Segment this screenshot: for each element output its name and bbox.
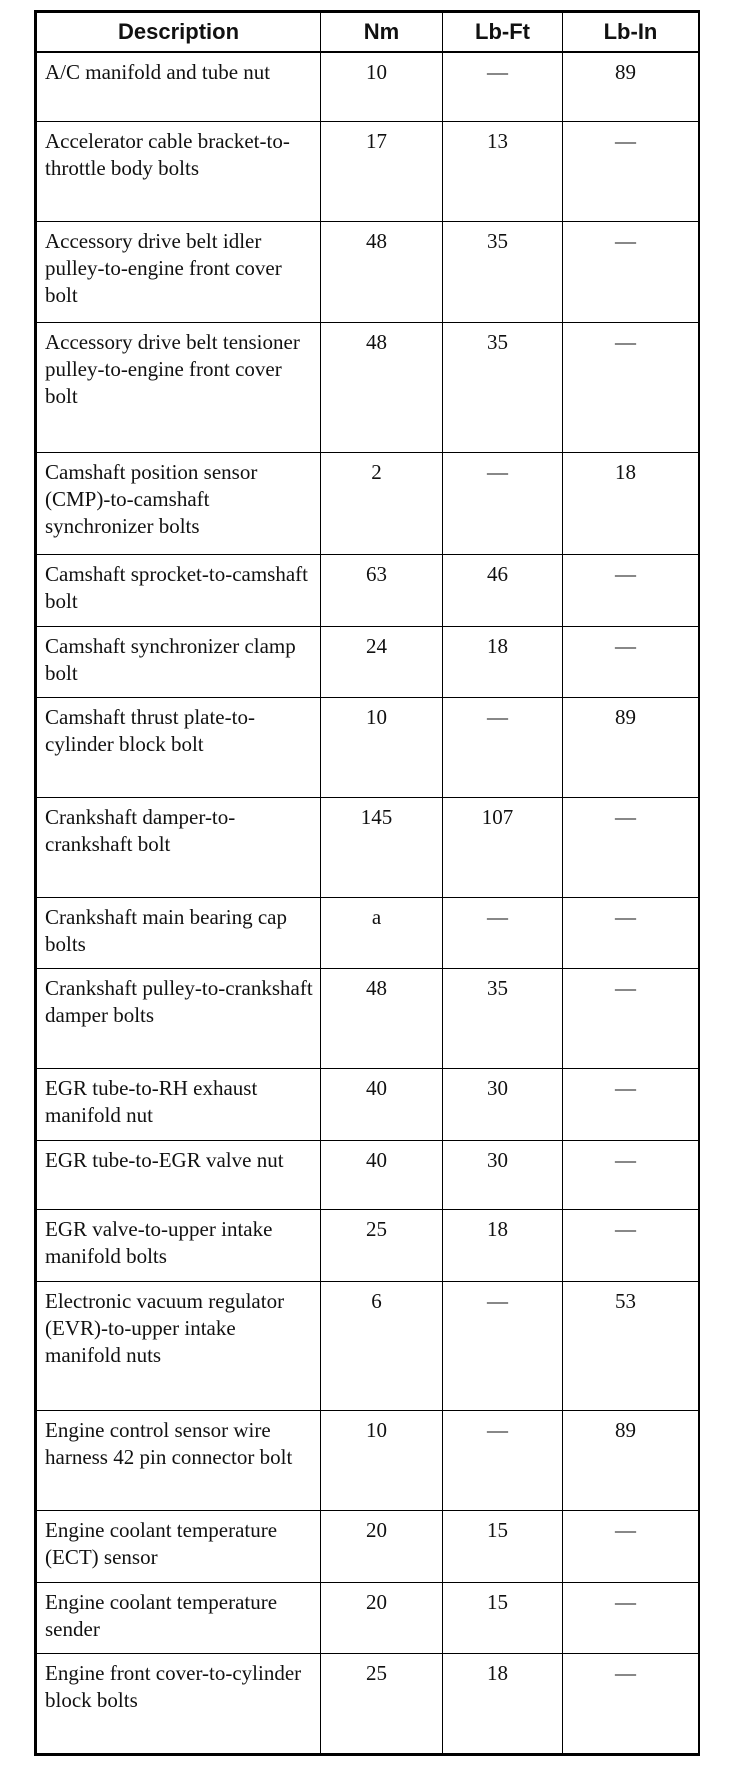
lb-ft-cell: 30 <box>443 1068 563 1140</box>
lb-in-cell: — <box>563 797 699 897</box>
column-header-description: Description <box>37 13 321 53</box>
nm-cell: 20 <box>321 1511 443 1583</box>
nm-cell: 48 <box>321 969 443 1069</box>
lb-ft-cell: — <box>443 698 563 798</box>
torque-spec-table <box>36 12 699 1754</box>
table-row <box>37 1140 699 1209</box>
nm-cell: 25 <box>321 1209 443 1281</box>
lb-ft-cell: — <box>443 52 563 121</box>
nm-cell: 48 <box>321 323 443 453</box>
description-cell: Engine coolant temperature (ECT) sensor <box>37 1511 321 1583</box>
nm-cell: 40 <box>321 1140 443 1209</box>
lb-in-cell: — <box>563 121 699 221</box>
lb-ft-cell: 35 <box>443 323 563 453</box>
description-cell: Camshaft synchronizer clamp bolt <box>37 626 321 698</box>
lb-ft-cell: — <box>443 897 563 969</box>
description-cell: Electronic vacuum regulator (EVR)-to-upper intake manifold nuts <box>37 1281 321 1411</box>
lb-in-cell: — <box>563 969 699 1069</box>
nm-cell: 24 <box>321 626 443 698</box>
lb-ft-cell: 18 <box>443 1654 563 1754</box>
nm-cell: 10 <box>321 1411 443 1511</box>
nm-cell: 20 <box>321 1582 443 1654</box>
description-cell: Camshaft thrust plate-to-cylinder block bolt <box>37 698 321 798</box>
lb-in-cell: — <box>563 1068 699 1140</box>
lb-ft-cell: 18 <box>443 1209 563 1281</box>
description-cell: A/C manifold and tube nut <box>37 52 321 121</box>
nm-cell: 17 <box>321 121 443 221</box>
lb-ft-cell: 13 <box>443 121 563 221</box>
nm-cell: 145 <box>321 797 443 897</box>
description-cell: Crankshaft damper-to-crankshaft bolt <box>37 797 321 897</box>
column-header-nm: Nm <box>321 13 443 53</box>
lb-ft-cell: 35 <box>443 221 563 323</box>
column-header-lb-ft: Lb-Ft <box>443 13 563 53</box>
lb-in-cell: — <box>563 1511 699 1583</box>
lb-in-cell: 89 <box>563 1411 699 1511</box>
lb-ft-cell: 46 <box>443 555 563 627</box>
description-cell: Accelerator cable bracket-to-throttle body bolts <box>37 121 321 221</box>
table-row <box>37 897 699 969</box>
description-cell: EGR valve-to-upper intake manifold bolts <box>37 1209 321 1281</box>
nm-cell: 63 <box>321 555 443 627</box>
description-cell: Crankshaft pulley-to-crankshaft damper bolts <box>37 969 321 1069</box>
column-header-lb-in: Lb-In <box>563 13 699 53</box>
lb-ft-cell: 35 <box>443 969 563 1069</box>
table-body <box>37 52 699 1754</box>
table-row <box>37 626 699 698</box>
lb-ft-cell: — <box>443 453 563 555</box>
lb-in-cell: — <box>563 1209 699 1281</box>
nm-cell: 6 <box>321 1281 443 1411</box>
lb-in-cell: 18 <box>563 453 699 555</box>
description-cell: Camshaft sprocket-to-camshaft bolt <box>37 555 321 627</box>
table-row <box>37 1281 699 1411</box>
description-cell: Camshaft position sensor (CMP)-to-camshaft synchronizer bolts <box>37 453 321 555</box>
nm-cell: 10 <box>321 52 443 121</box>
nm-cell: 10 <box>321 698 443 798</box>
table-row <box>37 1511 699 1583</box>
description-cell: EGR tube-to-EGR valve nut <box>37 1140 321 1209</box>
lb-in-cell: — <box>563 323 699 453</box>
nm-cell: a <box>321 897 443 969</box>
description-cell: Engine coolant temperature sender <box>37 1582 321 1654</box>
table-row <box>37 969 699 1069</box>
lb-ft-cell: — <box>443 1411 563 1511</box>
table-row <box>37 797 699 897</box>
table-row <box>37 1209 699 1281</box>
description-cell: Accessory drive belt tensioner pulley-to-engine front cover bolt <box>37 323 321 453</box>
header-row <box>37 13 699 53</box>
lb-in-cell: — <box>563 1582 699 1654</box>
nm-cell: 25 <box>321 1654 443 1754</box>
lb-in-cell: 53 <box>563 1281 699 1411</box>
table-header <box>37 13 699 53</box>
lb-ft-cell: 15 <box>443 1582 563 1654</box>
table-row <box>37 453 699 555</box>
nm-cell: 40 <box>321 1068 443 1140</box>
lb-ft-cell: 30 <box>443 1140 563 1209</box>
table-row <box>37 323 699 453</box>
table-row <box>37 1411 699 1511</box>
lb-in-cell: — <box>563 897 699 969</box>
lb-ft-cell: — <box>443 1281 563 1411</box>
description-cell: EGR tube-to-RH exhaust manifold nut <box>37 1068 321 1140</box>
description-cell: Crankshaft main bearing cap bolts <box>37 897 321 969</box>
lb-ft-cell: 107 <box>443 797 563 897</box>
table-row <box>37 1654 699 1754</box>
table-row <box>37 1582 699 1654</box>
table-row <box>37 121 699 221</box>
table-row <box>37 555 699 627</box>
lb-in-cell: — <box>563 555 699 627</box>
nm-cell: 2 <box>321 453 443 555</box>
lb-ft-cell: 15 <box>443 1511 563 1583</box>
table-row <box>37 221 699 323</box>
lb-in-cell: — <box>563 1654 699 1754</box>
lb-in-cell: 89 <box>563 52 699 121</box>
description-cell: Engine front cover-to-cylinder block bolts <box>37 1654 321 1754</box>
lb-in-cell: 89 <box>563 698 699 798</box>
description-cell: Accessory drive belt idler pulley-to-engine front cover bolt <box>37 221 321 323</box>
torque-spec-table-frame <box>34 10 700 1756</box>
lb-in-cell: — <box>563 1140 699 1209</box>
description-cell: Engine control sensor wire harness 42 pin connector bolt <box>37 1411 321 1511</box>
lb-ft-cell: 18 <box>443 626 563 698</box>
table-row <box>37 1068 699 1140</box>
lb-in-cell: — <box>563 221 699 323</box>
lb-in-cell: — <box>563 626 699 698</box>
table-row <box>37 52 699 121</box>
table-row <box>37 698 699 798</box>
nm-cell: 48 <box>321 221 443 323</box>
